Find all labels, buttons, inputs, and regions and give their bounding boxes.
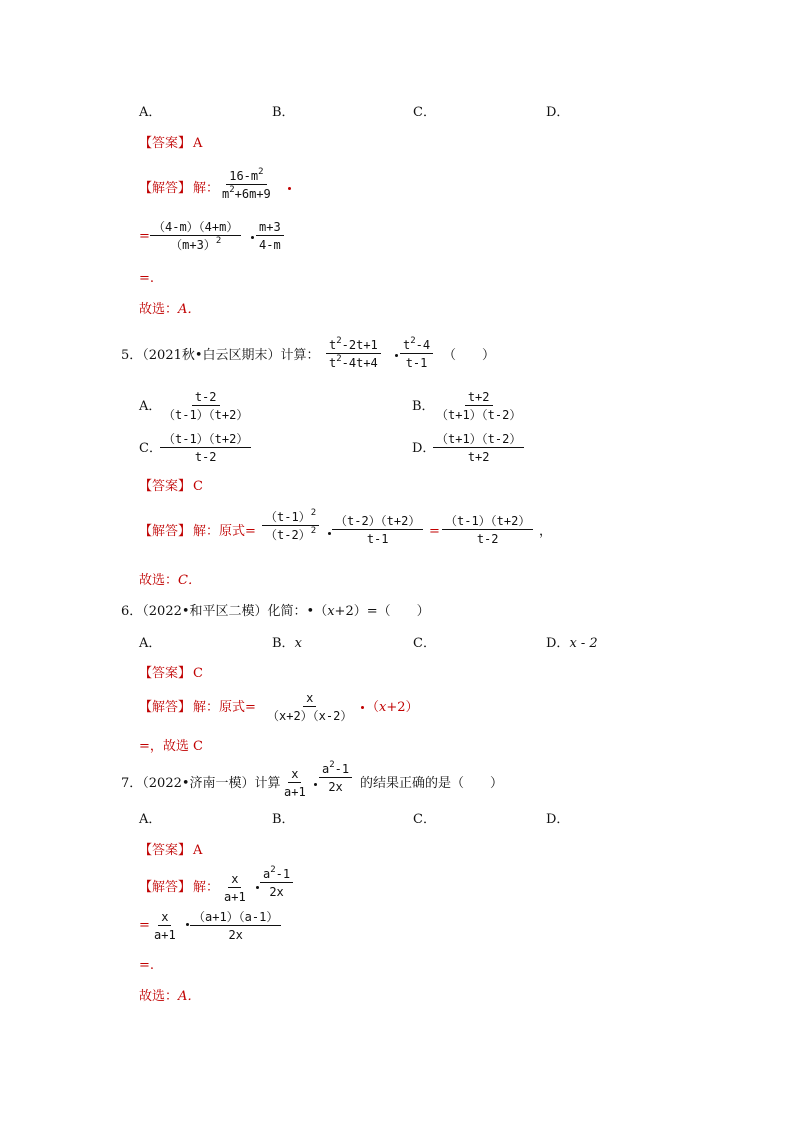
q6-option-c: C． bbox=[413, 636, 436, 651]
q5-answer-value: C bbox=[193, 479, 203, 494]
q7-analysis-dot-2 bbox=[186, 923, 189, 926]
q5-option-a: $\frac{t-2}{(t-1)(t+2)}$ bbox=[163, 390, 249, 422]
q4-answer-tag: 【答案】 bbox=[139, 136, 192, 151]
q5-option-d: $\frac{(t+1)(t-2)}{t+2}$ bbox=[433, 433, 524, 463]
q6-result-line: =，故选 C bbox=[139, 739, 203, 754]
q5-stem-dot bbox=[395, 354, 398, 357]
q6-analysis-tag: 【解答】 bbox=[139, 700, 192, 715]
q5-option-d-label: D． bbox=[412, 441, 436, 456]
q4-analysis-prefix: 解： bbox=[193, 181, 220, 196]
q5-stem-fraction-2: $\frac{t^2-4}{t-1}$ bbox=[400, 339, 433, 369]
q6-analysis-fraction: $\frac{x}{(x+2)(x-2)}$ bbox=[267, 691, 353, 723]
q7-option-a: A． bbox=[139, 812, 162, 827]
q5-analysis-fraction-2: $\frac{(t-2)(t+2)}{t-1}$ bbox=[332, 515, 423, 545]
q7-equals: = bbox=[139, 918, 150, 933]
q7-answer-value: A bbox=[193, 843, 203, 858]
q5-stem-blank: （ ） bbox=[443, 348, 496, 363]
q7-analysis-fraction-2: $\frac{a^2-1}{2x}$ bbox=[260, 868, 293, 898]
q6-answer-tag: 【答案】 bbox=[139, 666, 192, 681]
q6-analysis-dot bbox=[361, 706, 364, 709]
q7-analysis-prefix: 解： bbox=[193, 880, 220, 895]
q5-analysis-equals: = bbox=[429, 524, 440, 539]
q6-answer-value: C bbox=[193, 666, 203, 681]
q5-conclusion: 故选：C． bbox=[139, 573, 201, 588]
q5-analysis-tag: 【解答】 bbox=[139, 524, 192, 539]
q5-analysis-dot bbox=[328, 532, 331, 535]
q6-option-d: D．x - 2 bbox=[546, 636, 598, 651]
q5-option-b-label: B． bbox=[412, 399, 435, 414]
q7-result-line: =. bbox=[139, 958, 155, 973]
q7-stem-dot bbox=[314, 783, 317, 786]
q5-stem: 5．（2021秋•白云区期末）计算： bbox=[121, 348, 320, 363]
q7-analysis-fraction-3: $\frac{x}{a+1}$ bbox=[154, 910, 176, 942]
q4-option-d: D． bbox=[546, 105, 570, 120]
q5-option-c: $\frac{(t-1)(t+2)}{t-2}$ bbox=[160, 433, 251, 463]
q4-multiply-dot bbox=[288, 187, 291, 190]
q7-stem-fraction-1: $\frac{x}{a+1}$ bbox=[284, 767, 306, 799]
q7-analysis-dot-1 bbox=[256, 886, 259, 889]
q5-option-a-label: A． bbox=[139, 399, 162, 414]
q4-fraction-2: $\frac{(4-m)(4+m)}{(m+3)^2}$ bbox=[150, 221, 241, 251]
q7-analysis-fraction-4: $\frac{(a+1)(a-1)}{2x}$ bbox=[190, 911, 281, 941]
q7-conclusion: 故选：A． bbox=[139, 989, 201, 1004]
q4-fraction-3: $\frac{m+3}{4-m}$ bbox=[256, 221, 284, 251]
q6-option-a: A． bbox=[139, 636, 162, 651]
q7-option-b: B． bbox=[272, 812, 295, 827]
q6-analysis-prefix: 解：原式= bbox=[193, 700, 256, 715]
q4-multiply-dot-2 bbox=[251, 236, 254, 239]
q5-option-b: $\frac{t+2}{(t+1)(t-2)}$ bbox=[436, 390, 522, 422]
q7-analysis-tag: 【解答】 bbox=[139, 880, 192, 895]
q7-analysis-fraction-1: $\frac{x}{a+1}$ bbox=[224, 872, 246, 904]
q7-stem-suffix: 的结果正确的是（ ） bbox=[360, 776, 504, 791]
q4-answer-value: A bbox=[193, 136, 203, 151]
q6-option-b: B．x bbox=[272, 636, 302, 651]
q4-equals: = bbox=[139, 229, 150, 244]
q5-option-c-label: C． bbox=[139, 441, 162, 456]
q7-option-c: C． bbox=[413, 812, 436, 827]
q7-answer-tag: 【答案】 bbox=[139, 843, 192, 858]
q5-analysis-fraction-1: $\frac{(t-1)^2}{(t-2)^2}$ bbox=[262, 511, 319, 541]
q4-fraction-1: $\frac{16-m^2}{m^2+6m+9}$ bbox=[222, 167, 271, 201]
q4-option-a: A． bbox=[139, 105, 162, 120]
q5-analysis-fraction-3: $\frac{(t-1)(t+2)}{t-2}$ bbox=[442, 515, 533, 545]
q7-stem-prefix: 7．（2022•济南一模）计算 bbox=[121, 776, 281, 791]
q7-option-d: D． bbox=[546, 812, 570, 827]
q5-answer-tag: 【答案】 bbox=[139, 479, 192, 494]
q7-stem-fraction-2: $\frac{a^2-1}{2x}$ bbox=[319, 763, 352, 793]
q4-option-b: B． bbox=[272, 105, 295, 120]
q4-option-c: C． bbox=[413, 105, 436, 120]
q4-conclusion: 故选：A． bbox=[139, 302, 201, 317]
q4-analysis-tag: 【解答】 bbox=[139, 181, 192, 196]
q4-result-line: =. bbox=[139, 271, 155, 286]
q5-stem-fraction-1: $\frac{t^2-2t+1}{t^2-4t+4}$ bbox=[326, 339, 381, 369]
q6-stem: 6．（2022•和平区二模）化简：•（x+2）=（ ） bbox=[121, 604, 430, 619]
q6-analysis-tail: （x+2） bbox=[366, 700, 419, 715]
q5-analysis-prefix: 解：原式= bbox=[193, 524, 256, 539]
q5-analysis-comma: ， bbox=[539, 524, 553, 539]
